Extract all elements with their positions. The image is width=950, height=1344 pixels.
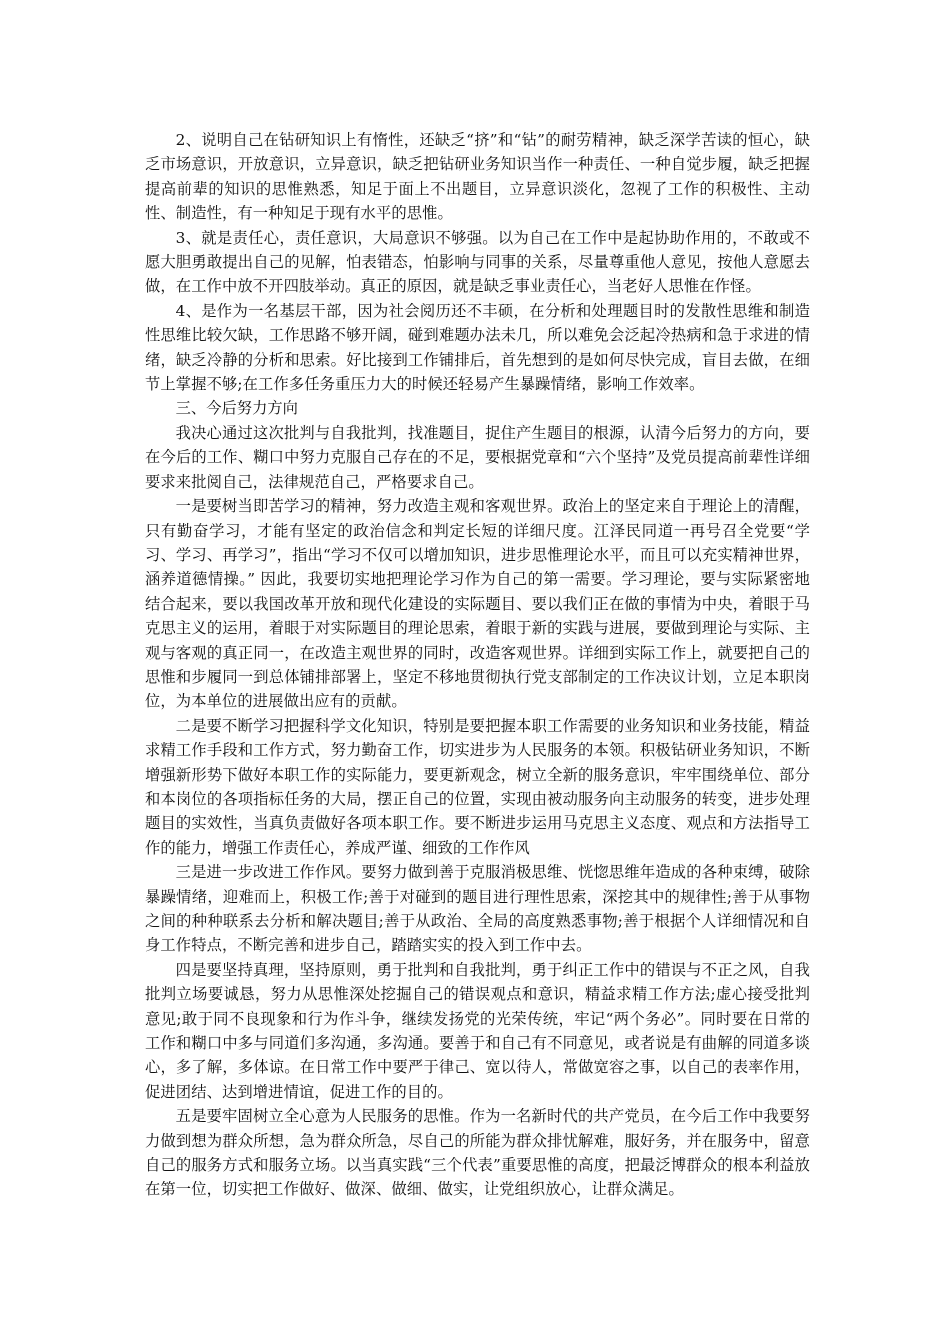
paragraph-2: 2、说明自己在钻研知识上有惰性，还缺乏“挤”和“钻”的耐劳精神，缺乏深学苦读的恒心，缺乏市场意识，开放意识，立异意识，缺乏把钻研业务知识当作一种责任、一种自觉步履，缺乏把握提高前辈的知识的思惟熟悉，知足于面上不出题目，立异意识淡化，忽视了工作的积极性、主动性、制造性，有一种知足于现有水平的思惟。 — [145, 131, 810, 223]
paragraph-4: 4、是作为一名基层干部，因为社会阅历还不丰硕，在分析和处理题目时的发散性思维和制造性思维比较欠缺，工作思路不够开阔，碰到难题办法未几，所以难免会泛起冷热病和急于求进的情绪，缺乏冷静的分析和思索。好比接到工作铺排后，首先想到的是如何尽快完成，盲目去做，在细节上掌握不够;在工作多任务重压力大的时候还轻易产生暴躁情绪，影响工作效率。 — [145, 301, 810, 394]
paragraph-point-five: 五是要牢固树立全心意为人民服务的思惟。作为一名新时代的共产党员，在今后工作中我要努力做到想为群众所想，急为群众所急，尽自己的所能为群众排忧解难，服好务，并在服务中，留意自己的服务方式和服务立场。以当真实践“三个代表”重要思惟的高度，把最泛博群众的根本利益放在第一位，切实把工作做好、做深、做细、做实，让党组织放心，让群众满足。 — [145, 1107, 810, 1199]
paragraph-point-one: 一是要树当即苦学习的精神，努力改造主观和客观世界。政治上的坚定来自于理论上的清醒，只有勤奋学习，才能有坚定的政治信念和判定长短的详细尺度。江泽民同道一再号召全党要“学习、学习、再学习”，指出“学习不仅可以增加知识，进步思惟理论水平，而且可以充实精神世界，涵养道德情操。” 因此，我要切实地把理论学习作为自己的第一需要。学习理论，要与实际紧密地结合起来，要以我国改革开放和现代化建设的实际题目、要以我们正在做的事情为中央，着眼于马克思主义的运用，着眼于对实际题目的理论思索，着眼于新的实践与进展，要做到理论与实际、主观与客观的真正同一，在改造主观世界的同时，改造客观世界。详细到实际工作上，就要把自己的思惟和步履同一到总体铺排部署上，坚定不移地贯彻执行党支部制定的工作决议计划，立足本职岗位，为本单位的进展做出应有的贡献。 — [145, 497, 810, 711]
paragraph-point-four: 四是要坚持真理，坚持原则，勇于批判和自我批判，勇于纠正工作中的错误与不正之风，自我批判立场要诚恳，努力从思惟深处挖掘自己的错误观点和意识，精益求精工作方法;虚心接受批判意见;敢于同不良现象和行为作斗争，继续发扬党的光荣传统，牢记“两个务必”。同时要在日常的工作和糊口中多与同道们多沟通，多沟通。要善于和自己有不同意见，或者说是有曲解的同道多谈心，多了解，多体谅。在日常工作中要严于律己、宽以待人，常做宽容之事，以自己的表率作用，促进团结、达到增进情谊，促进工作的目的。 — [145, 960, 810, 1101]
section-heading-future-direction: 三、今后努力方向 — [175, 399, 298, 418]
paragraph-point-three: 三是进一步改进工作作风。要努力做到善于克服消极思维、恍惚思维年造成的各种束缚，破除暴躁情绪，迎难而上，积极工作;善于对碰到的题目进行理性思索，深挖其中的规律性;善于从事物之间的种种联系去分析和解决题目;善于从政治、全局的高度熟悉事物;善于根据个人详细情况和自身工作特点，不断完善和进步自己，踏踏实实的投入到工作中去。 — [145, 863, 810, 955]
paragraph-resolution: 我决心通过这次批判与自我批判，找准题目，捉住产生题目的根源，认清今后努力的方向，要在今后的工作、糊口中努力克服自己存在的不足，要根据党章和“六个坚持”及党员提高前辈性详细要求来批阅自己，法律规范自己，严格要求自己。 — [145, 423, 810, 491]
paragraph-point-two: 二是要不断学习把握科学文化知识，特别是要把握本职工作需要的业务知识和业务技能，精益求精工作手段和工作方式，努力勤奋工作，切实进步为人民服务的本领。积极钻研业务知识，不断增强新形势下做好本职工作的实际能力，要更新观念，树立全新的服务意识，牢牢围绕单位、部分和本岗位的各项指标任务的大局，摆正自己的位置，实现由被动服务向主动服务的转变，进步处理题目的实效性，当真负责做好各项本职工作。要不断进步运用马克思主义态度、观点和方法指导工作的能力，增强工作责任心，养成严谨、细致的工作作风 — [145, 716, 810, 857]
document-body — [145, 128, 810, 1202]
paragraph-3: 3、就是责任心，责任意识，大局意识不够强。以为自己在工作中是起协助作用的，不敢或不愿大胆勇敢提出自己的见解，怕表错态，怕影响与同事的关系，尽量尊重他人意见，按他人意愿去做，在工作中放不开四肢举动。真正的原因，就是缺乏事业责任心，当老好人思惟在作怪。 — [145, 228, 810, 296]
